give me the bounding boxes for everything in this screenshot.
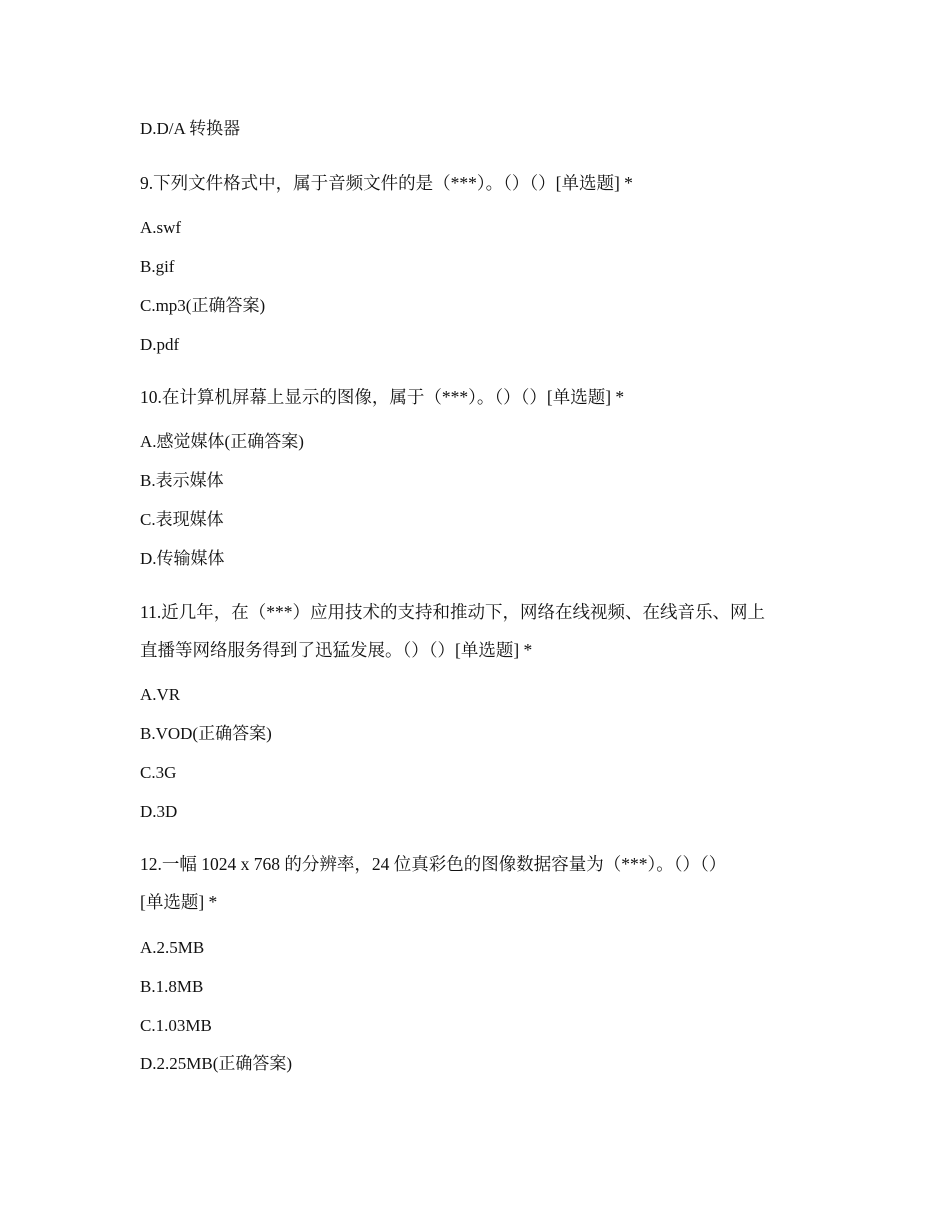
option-q12-d: D.2.25MB(正确答案) — [140, 1054, 293, 1073]
option-q9-a: A.swf — [140, 218, 182, 237]
option-q10-b: B.表示媒体 — [140, 471, 224, 490]
option-q8-d: D.D/A 转换器 — [140, 119, 241, 138]
option-q12-c: C.1.03MB — [140, 1016, 212, 1035]
option-q12-b: B.1.8MB — [140, 977, 204, 996]
option-q11-a: A.VR — [140, 685, 181, 704]
option-q9-d: D.pdf — [140, 335, 180, 354]
option-q11-b: B.VOD(正确答案) — [140, 724, 272, 743]
option-q11-c: C.3G — [140, 763, 177, 782]
option-q10-a: A.感觉媒体(正确答案) — [140, 432, 304, 451]
option-q12-a: A.2.5MB — [140, 938, 205, 957]
option-q10-d: D.传输媒体 — [140, 549, 225, 568]
option-q9-b: B.gif — [140, 257, 175, 276]
question-11-text-line-1: 11.近几年，在（***）应用技术的支持和推动下，网络在线视频、在线音乐、网上 — [140, 602, 765, 622]
question-10-text: 10.在计算机屏幕上显示的图像，属于（***）。（）（）[单选题] * — [140, 387, 625, 407]
question-11-text-line-2: 直播等网络服务得到了迅猛发展。（）（）[单选题] * — [140, 640, 533, 660]
question-12-text-line-2: [单选题] * — [140, 892, 218, 912]
question-9-text: 9.下列文件格式中，属于音频文件的是（***）。（）（）[单选题] * — [140, 173, 633, 193]
option-q9-c: C.mp3(正确答案) — [140, 296, 266, 315]
option-q11-d: D.3D — [140, 802, 178, 821]
question-12-text-line-1: 12.一幅 1024 x 768 的分辨率，24 位真彩色的图像数据容量为（***）。（）（） — [140, 854, 727, 874]
option-q10-c: C.表现媒体 — [140, 510, 224, 529]
